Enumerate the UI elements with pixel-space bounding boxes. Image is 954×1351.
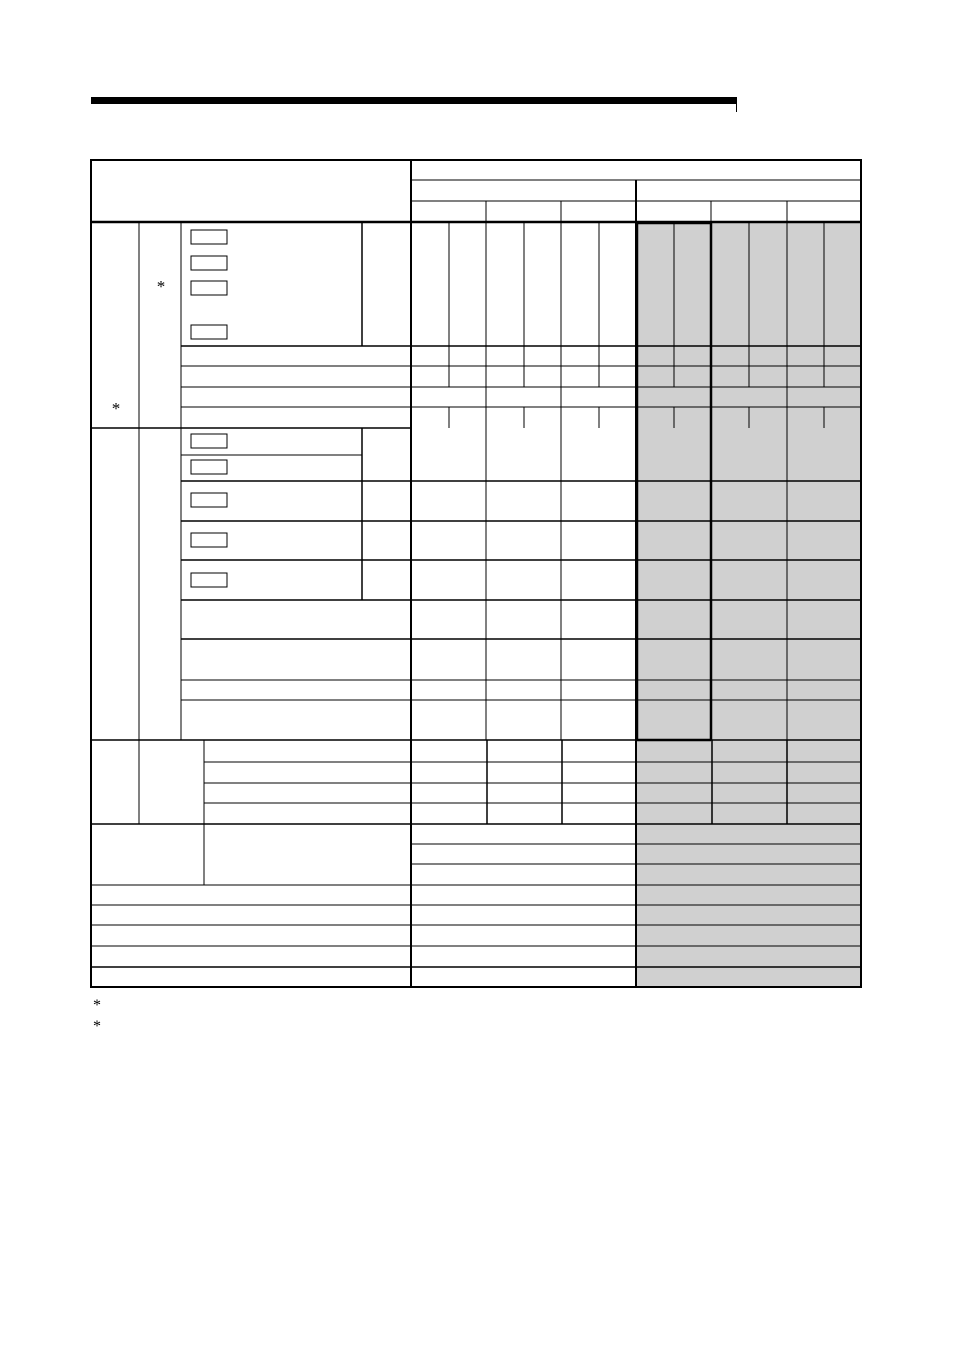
star-mark-group: * <box>156 277 166 296</box>
footnote-2-marker: * <box>93 1018 101 1035</box>
label-boxes <box>191 230 227 587</box>
label-box <box>191 325 227 339</box>
label-box <box>191 573 227 587</box>
footnote-1-marker: * <box>93 997 101 1014</box>
label-box <box>191 230 227 244</box>
label-box <box>191 533 227 547</box>
label-box <box>191 256 227 270</box>
label-box <box>191 460 227 474</box>
label-box <box>191 493 227 507</box>
star-mark-main: * <box>111 399 121 418</box>
label-box <box>191 281 227 295</box>
label-box <box>191 434 227 448</box>
